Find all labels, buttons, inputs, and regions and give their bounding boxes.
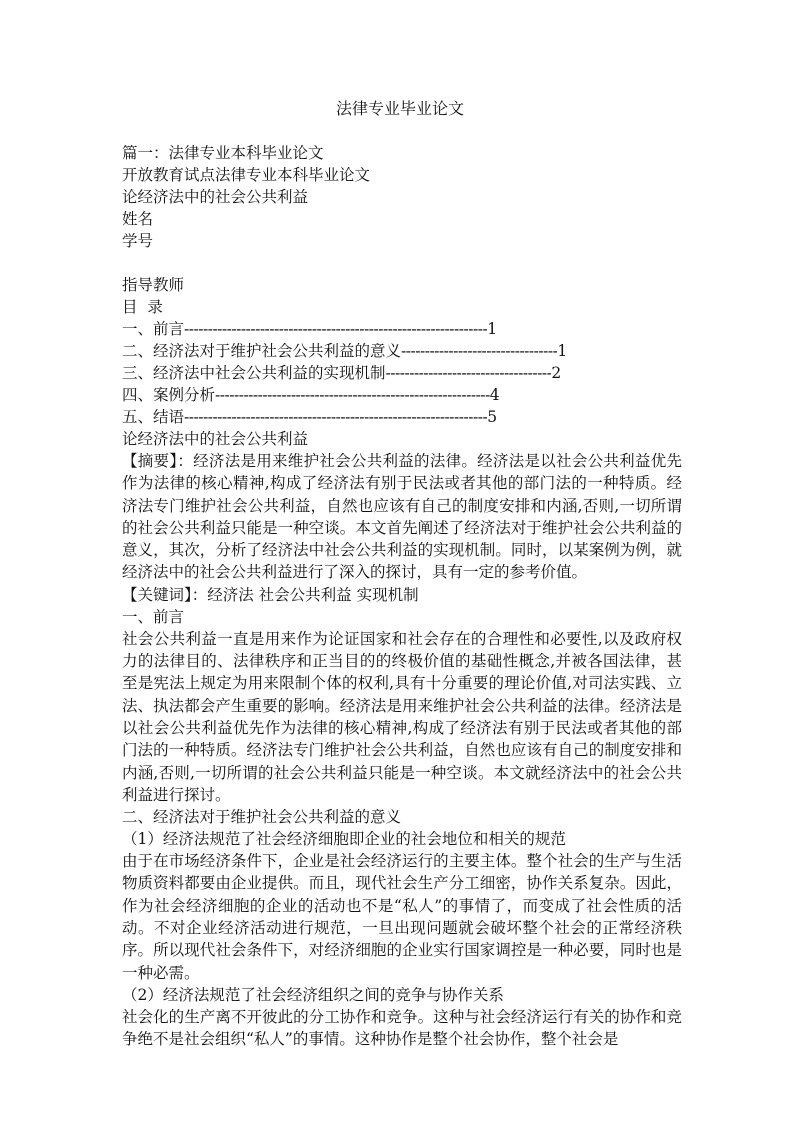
section-1-paragraph: 社会公共利益一直是用来作为论证国家和社会存在的合理性和必要性,以及政府权力的法律目的、法律秩序和正当目的的终极价值的基础性概念,并被各国法律，甚至是宪法上规定为用来限制个体的权利,具有十分重要的理论价值,对司法实践、立法、执法都会产生重要的影响。经济法是用来维护社会公共利益的法律。经济法是以社会公共利益优先作为法律的核心精神,构成了经济法有别于民法或者其他的部门法的一种特质。经济法专门维护社会公共利益，自然也应该有自己的制度安排和内涵,否则,一切所谓的社会公共利益只能是一种空谈。本文就经济法中的社会公共利益进行探讨。 — [122, 629, 682, 804]
toc-entry-page: 1 — [557, 342, 568, 360]
toc-entry-leader: ---------------------------------------------------------------- — [184, 408, 488, 426]
section-1-heading: 一、前言 — [122, 607, 185, 626]
toc-entry-leader: --------------------------------- — [401, 342, 558, 360]
header-line-2: 开放教育试点法律专业本科毕业论文 — [122, 166, 371, 184]
toc-entry-label: 三、经济法中社会公共利益的实现机制 — [122, 364, 386, 382]
toc-entry-label: 五、结语 — [122, 408, 185, 426]
subsection-1-paragraph: 由于在市场经济条件下，企业是社会经济运行的主要主体。整个社会的生产与生活物质资料都要由企业提供。而且，现代社会生产分工细密，协作关系复杂。因此，作为社会经济细胞的企业的活动也不是“私人”的事情了，而变成了社会性质的活动。不对企业经济活动进行规范，一旦出现问题就会破坏整个社会的正常经济秩序。所以现代社会条件下，对经济细胞的企业实行国家调控是一种必要，同时也是一种必需。 — [122, 852, 682, 982]
toc-entry — [122, 318, 682, 340]
subsection-2-heading: （2）经济法规范了社会经济组织之间的竞争与协作关系 — [122, 985, 504, 1004]
keywords-line: 【关键词】：经济法 社会公共利益 实现机制 — [122, 585, 419, 604]
student-id-label: 学号 — [122, 232, 154, 250]
toc-entry — [122, 340, 682, 362]
abstract-paragraph: 【摘要】：经济法是用来维护社会公共利益的法律。经济法是以社会公共利益优先作为法律的核心精神,构成了经济法有别于民法或者其他的部门法的一种特质。经济法专门维护社会公共利益，自然也应该有自己的制度安排和内涵,否则,一切所谓的社会公共利益只能是一种空谈。本文首先阐述了经济法对于维护社会公共利益的意义，其次，分析了经济法中社会公共利益的实现机制。同时，以某案例为例，就经济法中的社会公共利益进行了深入的探讨，具有一定的参考价值。 — [122, 452, 682, 582]
toc-entry — [122, 362, 682, 384]
table-of-contents — [122, 318, 682, 428]
toc-entry-label: 四、案例分析 — [122, 386, 216, 404]
subsection-2-paragraph: 社会化的生产离不开彼此的分工协作和竞争。这种与社会经济运行有关的协作和竞争绝不是社会组织“私人”的事情。这种协作是整个社会协作，整个社会是 — [122, 1007, 682, 1049]
toc-heading: 目 录 — [122, 298, 163, 316]
toc-entry-leader: ---------------------------------------------------------- — [215, 386, 490, 404]
section-2-heading: 二、经济法对于维护社会公共利益的意义 — [122, 808, 402, 827]
toc-entry — [122, 406, 682, 428]
advisor-label: 指导教师 — [122, 276, 185, 294]
header-line-1: 篇一：法律专业本科毕业论文 — [122, 144, 324, 162]
document-body — [122, 142, 682, 1051]
toc-entry-page: 1 — [487, 320, 498, 338]
header-line-3: 论经济法中的社会公共利益 — [122, 188, 309, 206]
subsection-1-heading: （1）经济法规范了社会经济细胞即企业的社会地位和相关的规范 — [122, 830, 566, 849]
toc-entry-page: 5 — [487, 408, 498, 426]
name-label: 姓名 — [122, 210, 154, 228]
toc-entry-page: 2 — [551, 364, 562, 382]
document-title: 法律专业毕业论文 — [335, 99, 464, 118]
toc-entry-label: 二、经济法对于维护社会公共利益的意义 — [122, 342, 402, 360]
toc-entry-label: 一、前言 — [122, 320, 185, 338]
essay-title: 论经济法中的社会公共利益 — [122, 430, 309, 448]
toc-entry — [122, 384, 682, 406]
toc-entry-leader: ---------------------------------------------------------------- — [184, 320, 488, 338]
toc-entry-page: 4 — [489, 386, 500, 404]
toc-entry-leader: ----------------------------------- — [385, 364, 552, 382]
